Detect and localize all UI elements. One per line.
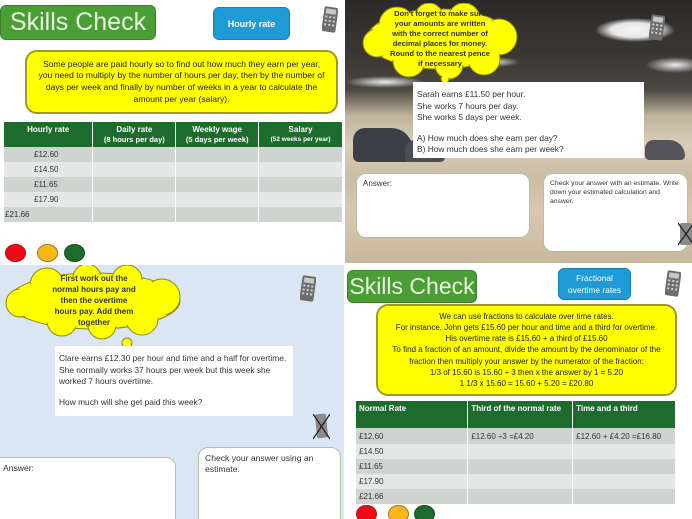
- table-row: [4, 192, 343, 207]
- third-rate-cell[interactable]: [468, 489, 573, 504]
- table-row: [356, 428, 676, 444]
- question-box: [413, 82, 644, 158]
- weekly-wage-cell[interactable]: [176, 207, 259, 222]
- table-header: Salary (52 weeks per year): [259, 122, 343, 147]
- question-b: B) How much does she earn per week?: [417, 144, 564, 154]
- question-line: Clare earns £12.30 per hour and time and a half for overtime.: [59, 353, 287, 363]
- hourly-rate-cell: £11.65: [4, 177, 93, 192]
- slide-fractional-overtime: [345, 263, 692, 519]
- salary-cell[interactable]: [259, 147, 343, 162]
- traffic-light-amber[interactable]: [388, 505, 409, 519]
- normal-rate-cell: £21.66: [356, 489, 468, 504]
- question-line: worked 7 hours overtime.: [59, 376, 154, 386]
- calculator-icon: [649, 14, 665, 41]
- topic-line: Fractional: [576, 273, 613, 283]
- normal-rate-cell: £17.90: [356, 474, 468, 489]
- info-line: fraction then multiply your answer by the numerator of the fraction:: [409, 356, 644, 366]
- third-rate-cell[interactable]: [468, 474, 573, 489]
- time-and-third-cell[interactable]: [573, 489, 676, 504]
- daily-rate-cell[interactable]: [93, 207, 176, 222]
- topic-badge: [558, 268, 631, 300]
- third-rate-cell[interactable]: [468, 444, 573, 459]
- third-rate-cell: £12.60 ÷3 =£4.20: [468, 428, 573, 444]
- info-line: To find a fraction of an amount, divide the amount by the denominator of the: [392, 345, 661, 355]
- question-line: She works 5 days per week.: [417, 112, 522, 122]
- car-image: [353, 128, 413, 162]
- info-box: [376, 304, 677, 396]
- salary-cell[interactable]: [259, 192, 343, 207]
- traffic-light-red[interactable]: [5, 244, 26, 262]
- estimate-prompt: Check your answer with an estimate. Write down your estimated calculation and answer.: [550, 180, 679, 205]
- topic-badge: Hourly rate: [213, 7, 290, 40]
- weekly-wage-cell[interactable]: [176, 162, 259, 177]
- normal-rate-cell: £12.60: [356, 428, 468, 444]
- salary-cell[interactable]: [259, 162, 343, 177]
- info-line: 1 1/3 x 15.60 = 15.60 + 5.20 = £20.80: [459, 379, 594, 388]
- slide-clare-problem: [0, 265, 344, 519]
- table-row: [356, 489, 676, 504]
- hint-cloud: [2, 265, 186, 357]
- question-line: How much will she get paid this week?: [59, 396, 203, 407]
- answer-label: Answer:: [363, 179, 392, 188]
- no-calculator-icon: [313, 413, 330, 440]
- estimate-box[interactable]: [543, 173, 688, 252]
- salary-cell[interactable]: [259, 177, 343, 192]
- third-rate-cell[interactable]: [468, 459, 573, 474]
- daily-rate-cell[interactable]: [93, 177, 176, 192]
- table-row: [4, 147, 343, 162]
- salary-cell[interactable]: [259, 207, 343, 222]
- table-row: [356, 459, 676, 474]
- table-row: [4, 177, 343, 192]
- info-line: For instance, John gets £15.60 per hour and time and a third for overtime.: [395, 322, 658, 332]
- hourly-rate-cell: £17.90: [4, 192, 93, 207]
- question-line: She works 7 hours per day.: [417, 100, 519, 111]
- hourly-rate-cell: £21.66: [4, 207, 93, 222]
- daily-rate-cell[interactable]: [93, 147, 176, 162]
- time-and-third-cell[interactable]: [573, 444, 676, 459]
- slide-title: Skills Check: [347, 270, 477, 303]
- slide-sarah-problem: [345, 0, 692, 263]
- traffic-light-amber[interactable]: [37, 244, 58, 262]
- hint-cloud-text: First work out the normal hours pay and then the overtime hours pay. Add them together: [52, 273, 136, 327]
- hourly-rate-table: [4, 122, 343, 222]
- table-row: [4, 162, 343, 177]
- weekly-wage-cell[interactable]: [176, 192, 259, 207]
- slide-title: Skills Check: [0, 5, 156, 40]
- hourly-rate-cell: £14.50: [4, 162, 93, 177]
- table-header: Hourly rate: [4, 122, 93, 147]
- table-header: Weekly wage (5 days per week): [176, 122, 259, 147]
- answer-box[interactable]: [356, 173, 530, 238]
- traffic-light-green[interactable]: [64, 244, 85, 262]
- question-a: A) How much does she earn per day?: [417, 132, 558, 143]
- time-and-third-cell[interactable]: [573, 474, 676, 489]
- table-header: Third of the normal rate: [468, 401, 573, 428]
- weekly-wage-cell[interactable]: [176, 177, 259, 192]
- table-row: [4, 207, 343, 222]
- estimate-box[interactable]: [198, 447, 341, 519]
- hint-cloud: [359, 3, 521, 91]
- answer-label: Answer:: [3, 463, 35, 473]
- traffic-light-green[interactable]: [414, 505, 435, 519]
- time-and-third-cell: £12.60 + £4.20 =£16.80: [573, 428, 676, 444]
- daily-rate-cell[interactable]: [93, 162, 176, 177]
- no-calculator-icon: [678, 222, 692, 246]
- table-header: Normal Rate: [356, 401, 468, 428]
- question-line: Sarah earns £11.50 per hour.: [417, 89, 526, 99]
- table-row: [356, 444, 676, 459]
- info-box: Some people are paid hourly so to find out how much they earn per year, you need to multiply by the number of hours per day, then by the number of days per week and finally by number of weeks in a year to calculate the amount per year (salary).: [25, 50, 338, 114]
- info-line: His overtime rate is £15.60 + a third of £15.60: [445, 334, 608, 344]
- normal-rate-cell: £14.50: [356, 444, 468, 459]
- car-image: [645, 140, 685, 160]
- table-header: Daily rate (8 hours per day): [93, 122, 176, 147]
- overtime-table: [356, 401, 676, 504]
- question-line: She normally works 37 hours per week but this week she: [59, 364, 271, 375]
- question-box: [55, 346, 293, 416]
- time-and-third-cell[interactable]: [573, 459, 676, 474]
- calculator-icon: [665, 270, 681, 297]
- daily-rate-cell[interactable]: [93, 192, 176, 207]
- calculator-icon: [300, 275, 316, 302]
- info-line: We can use fractions to calculate over time rates.: [439, 311, 614, 321]
- estimate-prompt: Check your answer using an estimate.: [205, 453, 314, 474]
- traffic-light-red[interactable]: [356, 505, 377, 519]
- info-line: 1/3 of 15.60 is 15.60 ÷ 3 then x the answer by 1 = 5.20: [429, 367, 624, 377]
- hint-cloud-text: Don't forget to make sure your amounts are written with the correct number of decimal places for money. Round to the nearest pence if necessary: [390, 9, 490, 68]
- table-header: Time and a third: [573, 401, 676, 428]
- normal-rate-cell: £11.65: [356, 459, 468, 474]
- calculator-icon: [322, 6, 338, 33]
- topic-line: overtime rates: [567, 285, 622, 295]
- table-row: [356, 474, 676, 489]
- hourly-rate-cell: £12.60: [4, 147, 93, 162]
- answer-box[interactable]: [0, 457, 176, 519]
- slide-hourly-rate: [0, 0, 344, 263]
- weekly-wage-cell[interactable]: [176, 147, 259, 162]
